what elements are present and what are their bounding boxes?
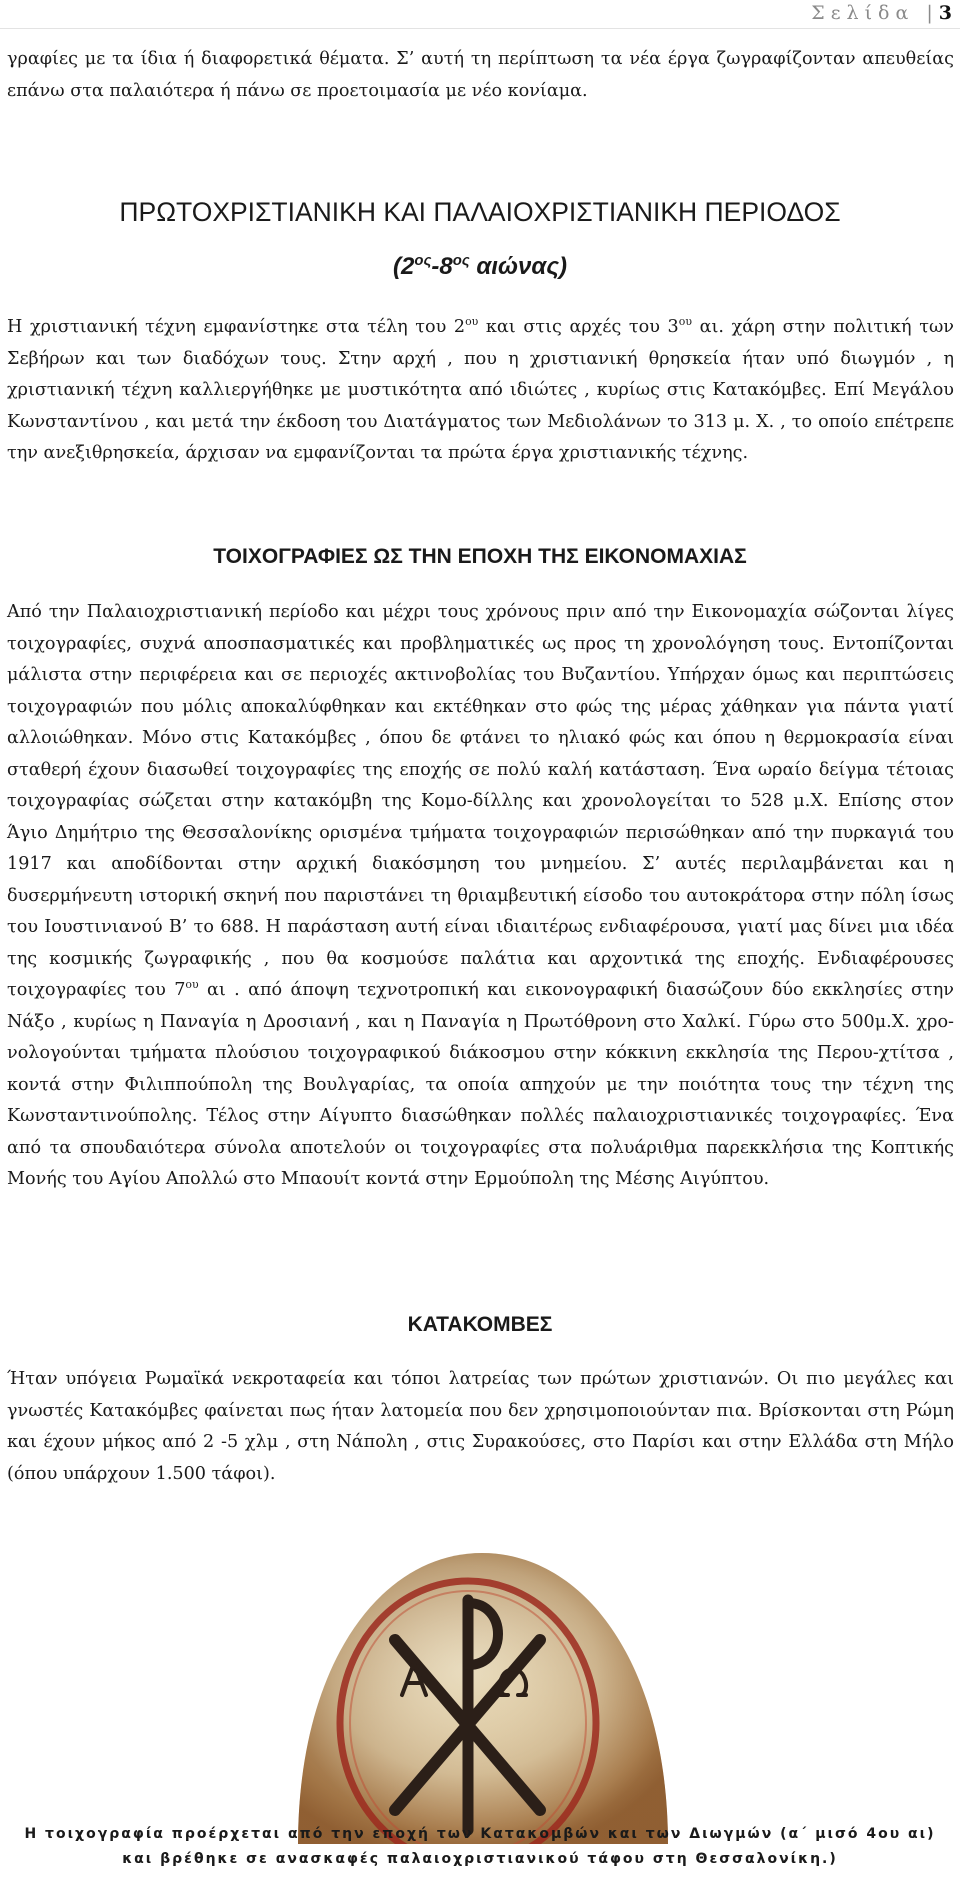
- intro-paragraph: γραφίες με τα ίδια ή διαφορετικά θέματα. Σ’ αυτή τη περίπτωση τα νέα έργα ζωγραφίζονταν απευθείας επάνω στα παλαιότερα ή πάνω σε προετοιμασία με νέο κονίαμα.: [7, 49, 954, 101]
- section3-title: ΚΑΤΑΚΟΜΒΕΣ: [407, 1313, 553, 1336]
- page-word: Σελίδα: [811, 2, 915, 24]
- s1-sup1: ου: [465, 315, 479, 329]
- section1-title: ΠΡΩΤΟΧΡΙΣΤΙΑΝΙΚΗ ΚΑΙ ΠΑΛΑΙΟΧΡΙΣΤΙΑΝΙΚΗ ΠΕΡΙΟΔΟΣ: [119, 197, 841, 227]
- s2-sup: ου: [185, 978, 199, 992]
- subtitle-rest: αιώνας): [469, 253, 567, 280]
- s1-sup2: ου: [678, 315, 692, 329]
- page-label: [811, 2, 952, 24]
- page-header: [0, 0, 960, 29]
- s1-text-a: Η χριστιανική τέχνη εμφανίστηκε στα τέλη του 2: [7, 317, 466, 337]
- subtitle-num1: 2: [401, 253, 415, 280]
- image-caption-line2: και βρέθηκε σε ανασκαφές παλαιοχριστιανικού τάφου στη Θεσσαλονίκη.): [122, 1851, 838, 1867]
- page-separator: |: [926, 2, 933, 24]
- s2-text-a: Από την Παλαιοχριστιανική περίοδο και μέχρι τους χρόνους πριν από την Εικονομαχία σώζονται λίγες τοιχογραφίες, συχνά αποσπασματικές και προβληματικές ως προς τη χρονολόγηση τους. Εντοπίζονται μάλιστα στην περιφέρεια και σε περιοχές ακτινοβολίας του Βυζαντίου. Υπήρχαν όμως και περιπτώσεις τοιχογραφιών που μόλις αποκαλύφθηκαν και εκτέθηκαν στο φώς της μέρας χάθηκαν για πάντα γιατί αλλοιώθηκαν. Μόνο στις Κατακόμβες , όπου δε φτάνει το ηλιακό φώς και όπου η θερμοκρασία είναι σταθερή έχουν διασωθεί τοιχογραφίες της εποχής σε πολύ καλή κατάσταση. Ένα ωραίο δείγμα τέτοιας τοιχογραφίας σώζεται στην κατακόμβη της Κομο-δίλλης και χρονολογείται το 528 μ.Χ. Επίσης στον Άγιο Δημήτριο της Θεσσαλονίκης ορισμένα τμήματα τοιχογραφιών περισώθηκαν από την πυρκαγιά του 1917 και αποδίδονται στην αρχική διακόσμηση του μνημείου. Σ’ αυτές περιλαμβάνεται και η δυσερμήνευτη ιστορική σκηνή που παριστάνει τη θριαμβευτική είσοδο του αυτοκράτορα στην πόλη ίσως του Ιουστινιανού Β’ το 688. Η παράσταση αυτή είναι ιδιαιτέρως ενδιαφέρουσα, γιατί μας δίνει μια ιδέα της κοσμικής ζωγραφικής , που θα κοσμούσε παλάτια και αρχοντικά της εποχής. Ενδιαφέρουσες τοιχογραφίες του 7: [7, 602, 954, 1000]
- s1-text-c: αι. χάρη στην πολιτική των Σεβήρων και των διαδόχων τους. Στην αρχή , που η χριστιανική θρησκεία ήταν υπό διωγμόν , η χριστιανική τέχνη καλλιεργήθηκε με μυστικότητα από ιδιώτες , κυρίως στις Κατακόμβες. Επί Μεγάλου Κωνσταντίνου , και μετά την έκδοση του Διατάγματος των Μεδιολάνων το 313 μ. Χ. , το οποίο επέτρεπε την ανεξιθρησκεία, άρχισαν να εμφανίζονται τα πρώτα έργα χριστιανικής τέχνης.: [7, 317, 954, 463]
- section1-subtitle: [0, 253, 960, 281]
- catacomb-fresco-image: [290, 1545, 675, 1845]
- s2-text-b: αι . από άποψη τεχνοτροπική και εικονογραφική διασώζουν δύο εκκλησίες στην Νάξο , κυρίως η Παναγία η Δροσιανή , και η Παναγία η Πρωτόθρονη στο Χαλκί. Γύρω στο 500μ.Χ. χρο-νολογούνται τμήματα πλούσιου τοιχογραφικού διάκοσμου στην κόκκινη εκκλησία της Περου-χτίτσα , κοντά στην Φιλιππούπολη της Βουλγαρίας, τα οποία απηχούν με την ποιότητα τους την τέχνη της Κωνσταντινούπολης. Τέλος στην Αίγυπτο διασώθηκαν πολλές παλαιοχριστιανικές τοιχογραφίες. Ένα από τα σπουδαιότερα σύνολα αποτελούν οι τοιχογραφίες στα πολυάριθμα παρεκκλήσια της Κοπτικής Μονής του Αγίου Απολλώ στο Μπαουίτ κοντά στην Ερμούπολη της Μέσης Αιγύπτου.: [7, 980, 954, 1189]
- subtitle-sup1: ος: [414, 253, 432, 269]
- section2-paragraph: [7, 597, 954, 1196]
- s1-text-b: και στις αρχές του 3: [478, 317, 679, 337]
- section3-paragraph: Ήταν υπόγεια Ρωμαϊκά νεκροταφεία και τόποι λατρείας των πρώτων χριστιανών. Οι πιο μεγάλες και γνωστές Κατακόμβες φαίνεται πως ήταν λατομεία που δεν χρησιμοποιούνταν πια. Βρίσκονται στη Ρώμη και έχουν μήκος από 2 -5 χλμ , στη Νάπολη , στις Συρακούσες, στο Παρίσι και στην Ελλάδα στη Μήλο (όπου υπάρχουν 1.500 τάφοι).: [7, 1369, 954, 1484]
- subtitle-open: (: [393, 253, 401, 280]
- subtitle-dash: -8: [431, 253, 453, 280]
- image-caption-line1: Η τοιχογραφία προέρχεται από την εποχή των Κατακομβών και των Διωγμών (α΄ μισό 4ου αι): [24, 1826, 936, 1842]
- subtitle-sup2: ος: [452, 253, 470, 269]
- section1-paragraph: [7, 312, 954, 470]
- page-number: 3: [938, 2, 952, 24]
- section2-title: ΤΟΙΧΟΓΡΑΦΙΕΣ ΩΣ ΤΗΝ ΕΠΟΧΗ ΤΗΣ ΕΙΚΟΝΟΜΑΧΙΑΣ: [213, 545, 747, 568]
